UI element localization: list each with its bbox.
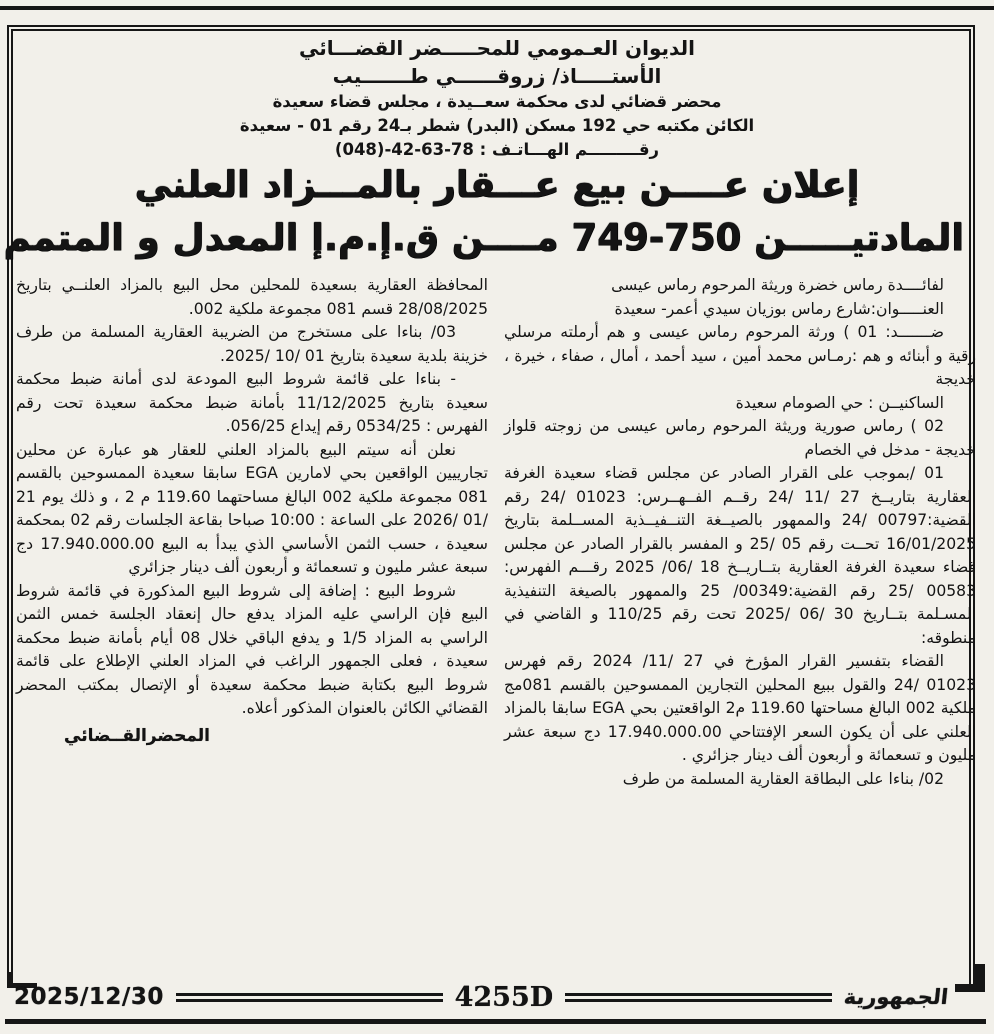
advert-footer bbox=[14, 982, 948, 1012]
body-paragraph: شروط البيع : إضافة إلى شروط البيع المذكورة في قائمة شروط البيع فإن الراسي عليه المزاد يدفع حال إنعقاد الجلسة خمس الثمن الراسي به المزاد 1/5 و يدفع الباقي خلال 08 أيام بأمانة ضبط محكمة سعيدة ، فعلى الجمهور الراغب في المزاد العلني الإطلاع على قائمة شروط البيع بكتابة ضبط محكمة سعيدة أو الإتصال بمكتب المحضر القضائي الكائن بالعنوان المذكور أعلاه. bbox=[16, 581, 488, 717]
advert-header bbox=[40, 34, 954, 162]
page-top-rule bbox=[0, 6, 994, 10]
office-address: الكائن مكتبه حي 192 مسكن (البدر) شطر بـ24 رقم 01 - سعيدة bbox=[239, 116, 755, 135]
body-paragraph: - بناءا على قائمة شروط البيع المودعة لدى أمانة ضبط محكمة سعيدة بتاريخ 11/12/2025 بأمانة ضبط محكمة سعيدة تحت رقم الفهرس : 0534/25 رقم إيداع 056/25. bbox=[16, 370, 488, 435]
advert-title bbox=[3, 158, 964, 264]
body-column-left bbox=[16, 274, 488, 748]
body-column-right bbox=[504, 274, 976, 791]
publication-date: 2025/12/30 bbox=[14, 984, 164, 1010]
advert-body bbox=[16, 274, 976, 982]
body-paragraph: 02 ) رماس صورية وريثة المرحوم رماس عيسى من زوجته قلواز خديجة - مدخل في الخصام bbox=[504, 417, 976, 459]
body-paragraph: لفائــــدة رماس خضرة وريثة المرحوم رماس عيسى bbox=[611, 276, 944, 294]
bailiff-name: الأستـــــاذ/ زروقــــــي طـــــــيب bbox=[332, 64, 662, 88]
body-paragraph: 02/ بناءا على البطاقة العقارية المسلمة من طرف bbox=[622, 769, 944, 788]
body-paragraph: نعلن أنه سيتم البيع بالمزاد العلني للعقار هو عبارة عن محلين تجارييين الواقعين بحي لامارين EGA سابقا سعيدة الممسوحين بالقسم 081 مجموعة ملكية 002 البالغ مساحتهما 119.60 م 2 ، و ذلك يوم 21 /01 /2026 على الساعة : 10:00 صباحا بقاعة الجلسات رقم 02 بمحكمة سعيدة ، حسب الثمن الأساسي الذي يبدأ به البيع 17.940.000.00 دج سبعة عشر مليون و تسعمائة و أربعون ألف دينار جزائري bbox=[16, 440, 488, 576]
phone-number: (048)-42-63-78 bbox=[334, 140, 474, 159]
body-paragraph: 01 /بموجب على القرار الصادر عن مجلس قضاء سعيدة الغرفة العقارية بتاريــخ 27 /11 /24 رقــم الفــهــرس: 01023 /24 رقم القضية:00797 /24 والممهور بالصيــغة التنــفيــذية المســلمة بتاريخ 16/01/2025 تحــت رقم 05 /25 و المفسر بالقرار الصادر عن مجلس قضاء سعيدة الغرفة العقارية بتــاريــخ 18 /06/ 2025 رقـــم الفهرس: 00583 /25 رقم القضية:00349/ 25 والممهور بالصيغة التنفيذية المسـلمة بتــاريخ 30 /06 /2025 تحت رقم 110/25 و القاضي في منطوقه: bbox=[504, 464, 977, 647]
body-paragraph: العنـــــوان:شارع رماس بوزيان سيدي أعمر- سعيدة bbox=[614, 299, 944, 318]
body-paragraph: المحافظة العقارية بسعيدة للمحلين محل البيع بالمزاد العلنــي بتاريخ 28/08/2025 قسم 081 مجموعة ملكية 002. bbox=[16, 276, 488, 318]
advert-reference-number: 4255D bbox=[454, 981, 554, 1013]
body-paragraph: القضاء بتفسير القرار المؤرخ في 27 /11/ 2024 رقم فهرس 01023 /24 والقول ببيع المحلين التجارين الممسوحين بالقسم 081مج ملكية 002 البالغ مساحتها 119.60 م2 الواقعتين بحي EGA سابقا بالمزاد العلني على أن يكون السعر الإفتتاحي 17.940.000.00 دج سبعة عشر مليون و تسعمائة و أربعون ألف دينار جزائري . bbox=[504, 652, 976, 764]
footer-divider-rule bbox=[176, 993, 443, 1002]
bailiff-office-title: الديوان العـمومي للمحـــــضر القضـــائي bbox=[299, 36, 695, 60]
newspaper-logo: الجمهورية bbox=[842, 985, 950, 1009]
body-paragraph: ضـــــــد: 01 ) ورثة المرحوم رماس عيسى و هم أرملته مرسلي رقية و أبنائه و هم :رمـاس محمد أمين ، سيد أحمد ، أمال ، صفاء ، خيرة ، خديجة bbox=[504, 323, 976, 388]
body-paragraph: 03/ بناءا على مستخرج من الضريبة العقارية المسلمة من طرف خزينة بلدية سعيدة بتاريخ 01 /10 /2025. bbox=[16, 323, 488, 365]
advert-title-line1: إعلان عــــن بيع عـــقار بالمـــزاد العلني bbox=[134, 163, 860, 206]
bailiff-signature: المحضرالقــضائي bbox=[64, 725, 210, 746]
body-paragraph: الساكنيــن : حي الصومام سعيدة bbox=[735, 393, 944, 412]
page-bottom-rule bbox=[5, 1019, 986, 1024]
advert-title-line2: المادتيـــــن 750-749 مــــن ق.إ.م.إ المعدل و المتمم bbox=[3, 216, 964, 259]
bailiff-role: محضر قضائي لدى محكمة سعــيدة ، مجلس قضاء سعيدة bbox=[272, 92, 722, 111]
footer-divider-rule bbox=[565, 993, 832, 1002]
phone-label: رقـــــــــم الهـــاتـف : bbox=[479, 140, 660, 159]
